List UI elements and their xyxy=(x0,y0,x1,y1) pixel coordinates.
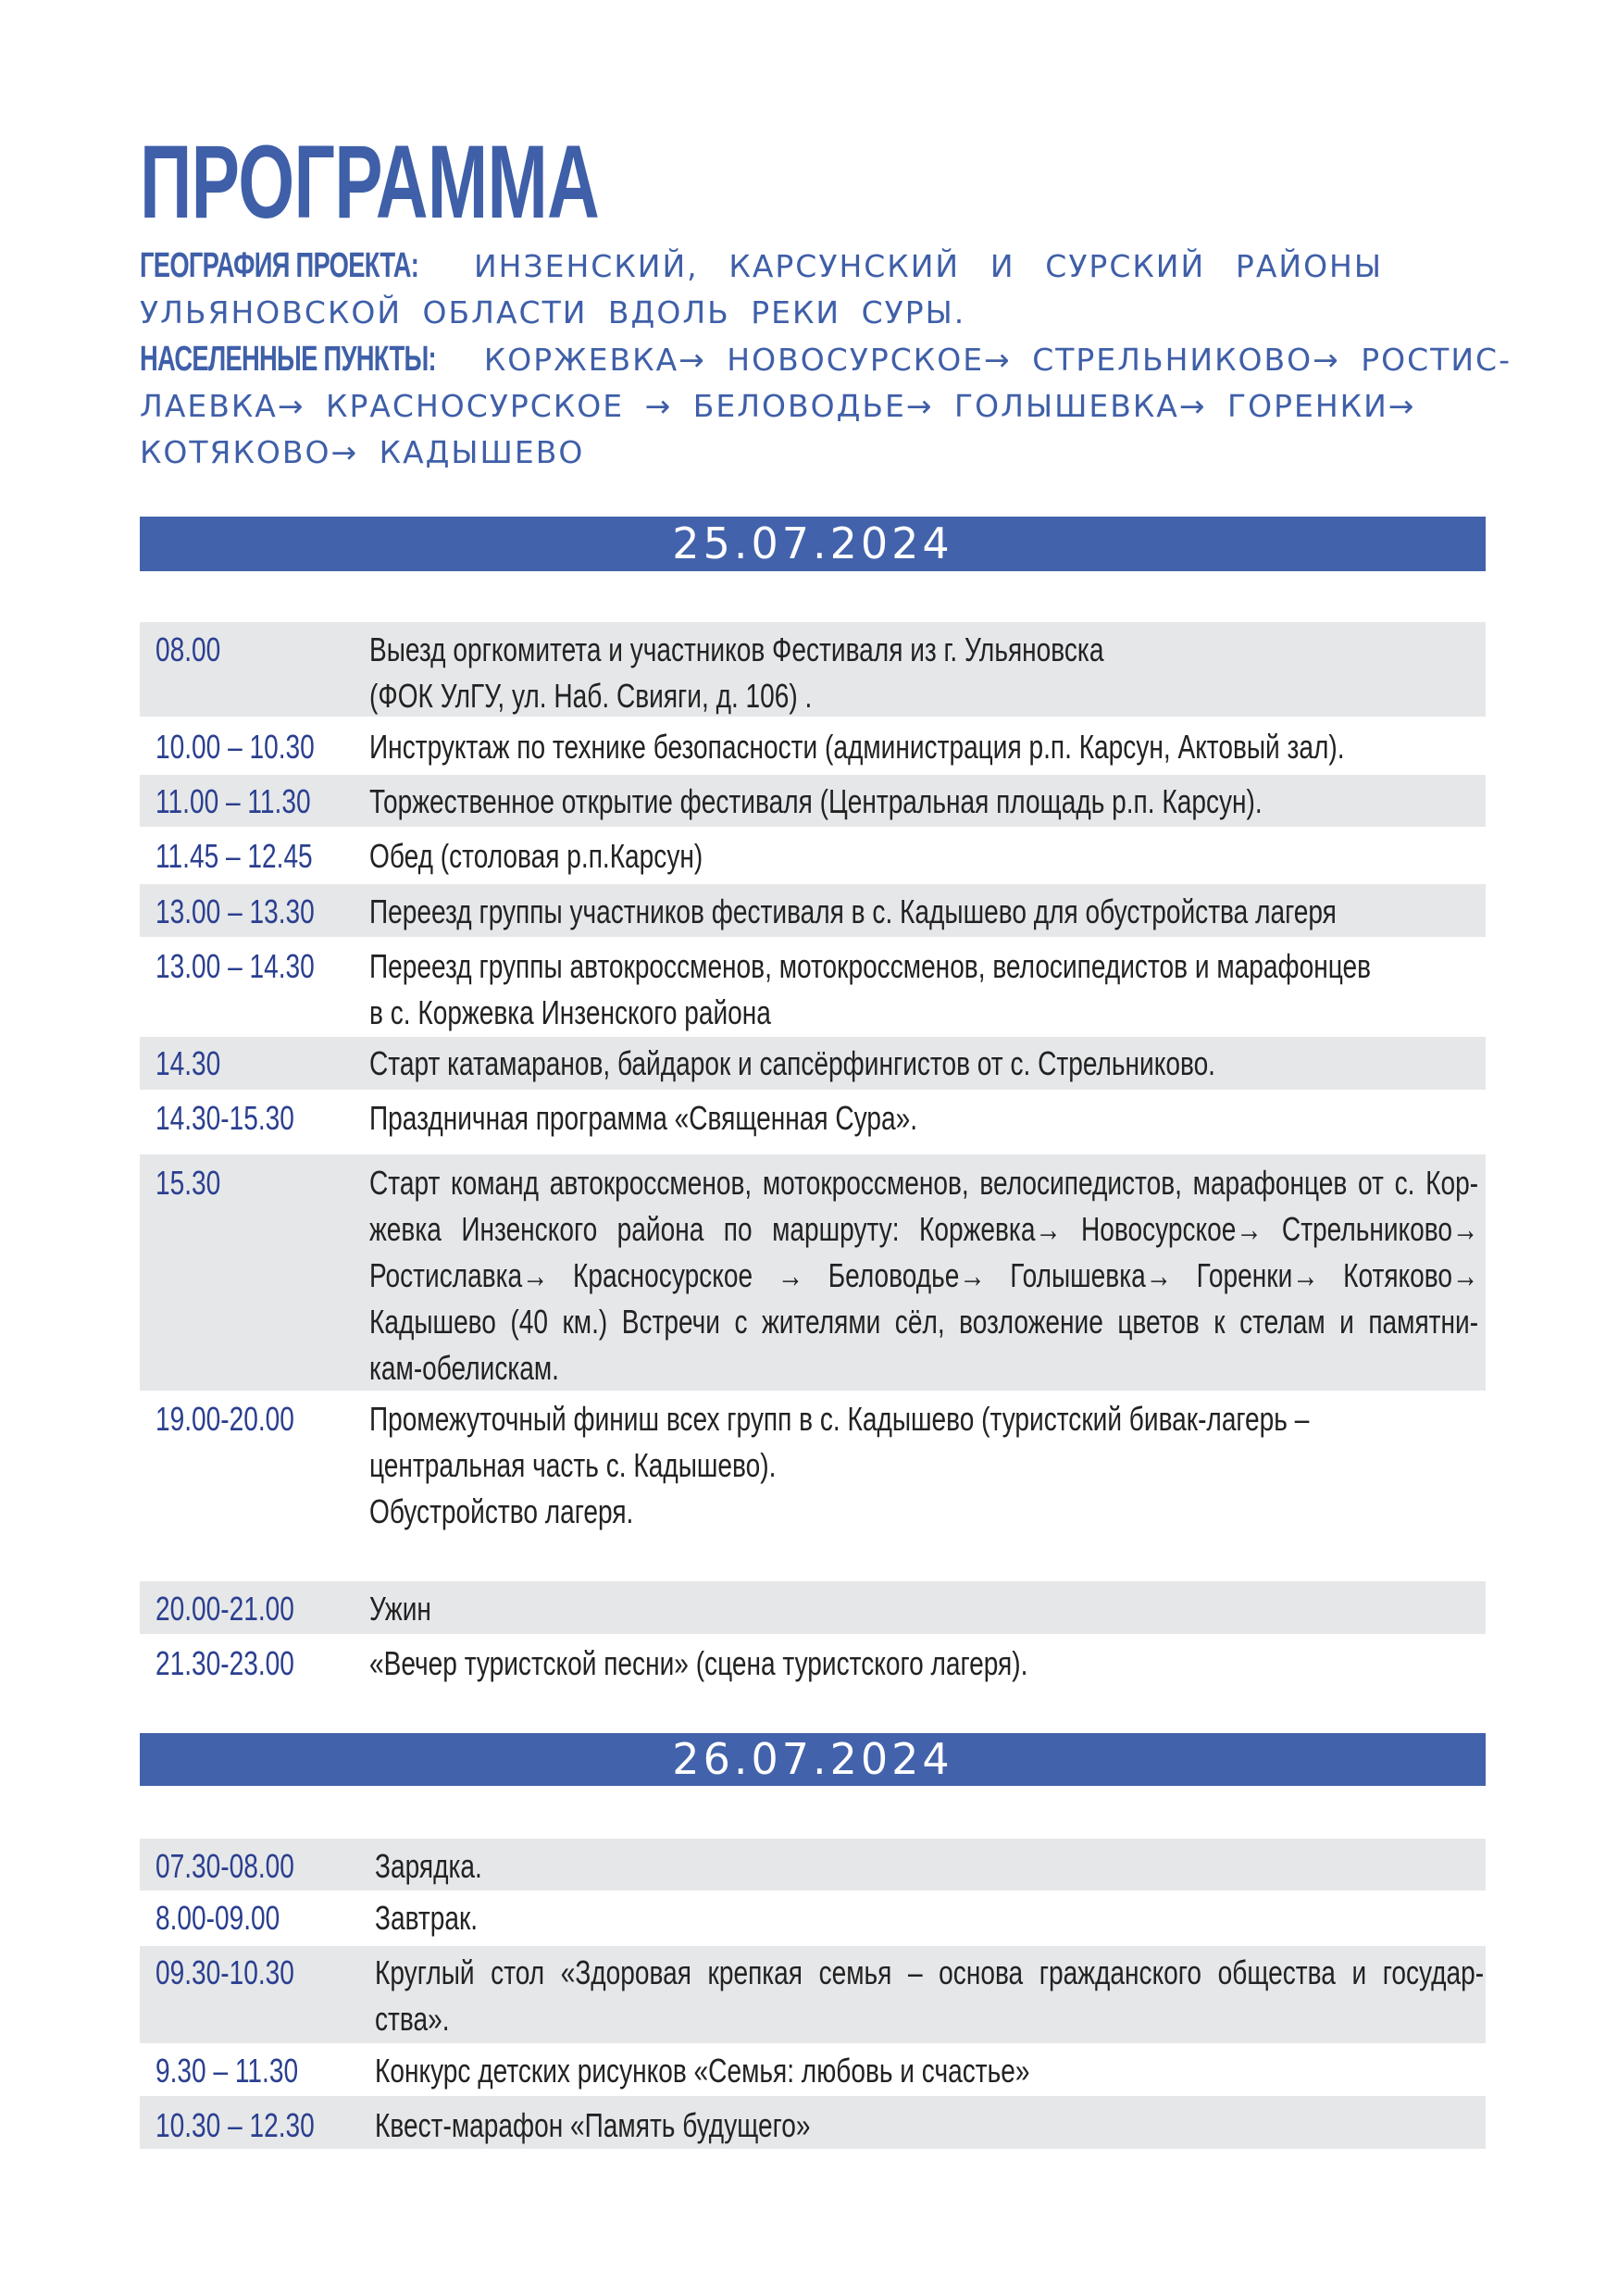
row-time: 9.30 – 11.30 xyxy=(156,2052,299,2090)
description-line: Переезд группы автокроссменов, мотокроссменов, велосипедистов и марафонцев xyxy=(369,947,1372,985)
row-description xyxy=(369,833,1478,880)
description-line: (ФОК УлГУ, ул. Наб. Свияги, д. 106) . xyxy=(369,677,813,715)
schedule-row xyxy=(140,884,1486,937)
settlements-text: КОРЖЕВКА→ НОВОСУРСКОЕ→ СТРЕЛЬНИКОВО→ РОСТИС- xyxy=(483,342,1512,378)
date-header: 26.07.2024 xyxy=(140,1733,1486,1786)
schedule-row xyxy=(140,1037,1486,1090)
row-description xyxy=(375,1843,1484,1890)
description-line: Круглый стол «Здоровая крепкая семья – основа гражданского общества и государ- xyxy=(375,1953,1485,1991)
row-description xyxy=(369,943,1478,1036)
description-line: Обустройство лагеря. xyxy=(369,1492,634,1530)
description-line: жевка Инзенского района по маршруту: Коржевка→ Новосурское→ Стрельниково→ xyxy=(369,1210,1479,1248)
settlements-line xyxy=(140,336,1512,383)
description-line: Обед (столовая р.п.Карсун) xyxy=(369,837,703,875)
row-description xyxy=(369,889,1478,935)
description-line: Старт команд автокроссменов, мотокроссменов, велосипедистов, марафонцев от с. Кор- xyxy=(369,1164,1479,1202)
row-time: 10.30 – 12.30 xyxy=(156,2106,315,2144)
row-time: 19.00-20.00 xyxy=(156,1400,294,1438)
row-time: 11.00 – 11.30 xyxy=(156,782,311,820)
row-time: 13.00 – 14.30 xyxy=(156,947,315,985)
row-time: 15.30 xyxy=(156,1164,221,1202)
geography-line xyxy=(140,243,1383,290)
geography-label: ГЕОГРАФИЯ ПРОЕКТА: xyxy=(140,246,419,285)
schedule-row xyxy=(140,830,1486,881)
description-line: кам-обелискам. xyxy=(369,1349,559,1387)
row-time: 08.00 xyxy=(156,630,221,668)
schedule-row xyxy=(140,1154,1486,1391)
row-time: 07.30-08.00 xyxy=(156,1847,294,1885)
row-description xyxy=(369,1641,1478,1687)
schedule-row xyxy=(140,942,1486,1036)
row-description xyxy=(375,2103,1484,2149)
row-time: 11.45 – 12.45 xyxy=(156,837,313,875)
row-description xyxy=(369,779,1478,825)
schedule-row xyxy=(140,622,1486,717)
description-line: Зарядка. xyxy=(375,1847,482,1885)
settlements-text: КОТЯКОВО→ КАДЫШЕВО xyxy=(140,434,585,470)
schedule-row xyxy=(140,775,1486,827)
schedule-row xyxy=(140,1893,1486,1945)
row-time: 8.00-09.00 xyxy=(156,1899,280,1937)
schedule-row xyxy=(140,1636,1486,1691)
row-time: 14.30-15.30 xyxy=(156,1099,294,1137)
row-time: 09.30-10.30 xyxy=(156,1953,294,1991)
settlements-text: ЛАЕВКА→ КРАСНОСУРСКОЕ → БЕЛОВОДЬЕ→ ГОЛЫШЕВКА→ ГОРЕНКИ→ xyxy=(140,387,1416,424)
project-info xyxy=(140,243,1512,477)
description-line: Ростиславка→ Красносурское → Беловодье→ Голышевка→ Горенки→ Котяково→ xyxy=(369,1256,1479,1294)
description-line: Квест-марафон «Память будущего» xyxy=(375,2106,811,2144)
row-time: 13.00 – 13.30 xyxy=(156,892,315,930)
description-line: Торжественное открытие фестиваля (Центральная площадь р.п. Карсун). xyxy=(369,782,1263,820)
row-description xyxy=(369,1586,1478,1632)
description-line: центральная часть с. Кадышево). xyxy=(369,1446,777,1484)
geography-text: УЛЬЯНОВСКОЙ ОБЛАСТИ ВДОЛЬ РЕКИ СУРЫ. xyxy=(140,293,966,331)
description-line: «Вечер туристской песни» (сцена туристского лагеря). xyxy=(369,1644,1028,1682)
description-line: Кадышево (40 км.) Встречи с жителями сёл, возложение цветов к стелам и памятни- xyxy=(369,1303,1479,1341)
description-line: в с. Коржевка Инзенского района xyxy=(369,993,771,1031)
schedule-row xyxy=(140,2045,1486,2095)
row-time: 21.30-23.00 xyxy=(156,1644,294,1682)
row-description xyxy=(369,1160,1478,1391)
schedule-row xyxy=(140,1090,1486,1152)
page-title: ПРОГРАММА xyxy=(140,124,599,240)
settlements-line xyxy=(140,430,1473,477)
description-line: Ужин xyxy=(369,1590,431,1628)
schedule-row xyxy=(140,1581,1486,1634)
description-line: Выезд оргкомитета и участников Фестиваля из г. Ульяновска xyxy=(369,630,1104,668)
row-description xyxy=(369,627,1478,719)
row-description xyxy=(375,2048,1484,2094)
description-line: ства». xyxy=(375,2000,450,2038)
row-description xyxy=(369,1095,1478,1142)
schedule-row xyxy=(140,2096,1486,2149)
row-description xyxy=(375,1950,1484,2042)
description-line: Праздничная программа «Священная Сура». xyxy=(369,1099,918,1137)
row-time: 20.00-21.00 xyxy=(156,1590,294,1628)
description-line: Завтрак. xyxy=(375,1899,479,1937)
description-line: Конкурс детских рисунков «Семья: любовь и счастье» xyxy=(375,2052,1030,2090)
row-time: 10.00 – 10.30 xyxy=(156,728,315,766)
schedule-row xyxy=(140,1946,1486,2043)
row-description xyxy=(375,1895,1484,1941)
geography-line xyxy=(140,290,1473,337)
schedule-row xyxy=(140,1391,1486,1578)
date-header: 25.07.2024 xyxy=(140,517,1486,571)
description-line: Промежуточный финиш всех групп в с. Кадышево (туристский бивак-лагерь – xyxy=(369,1400,1310,1438)
schedule-row xyxy=(140,721,1486,769)
geography-text: ИНЗЕНСКИЙ, КАРСУНСКИЙ И СУРСКИЙ РАЙОНЫ xyxy=(473,248,1383,284)
description-line: Переезд группы участников фестиваля в с. Кадышево для обустройства лагеря xyxy=(369,892,1337,930)
row-description xyxy=(369,1396,1478,1535)
settlements-line xyxy=(140,383,1416,430)
description-line: Инструктаж по технике безопасности (администрация р.п. Карсун, Актовый зал). xyxy=(369,728,1345,766)
row-description xyxy=(369,724,1478,770)
row-time: 14.30 xyxy=(156,1044,221,1082)
settlements-label: НАСЕЛЕННЫЕ ПУНКТЫ: xyxy=(140,340,436,379)
description-line: Старт катамаранов, байдарок и сапсёрфингистов от с. Стрельниково. xyxy=(369,1044,1215,1082)
row-description xyxy=(369,1041,1478,1087)
schedule-row xyxy=(140,1839,1486,1890)
